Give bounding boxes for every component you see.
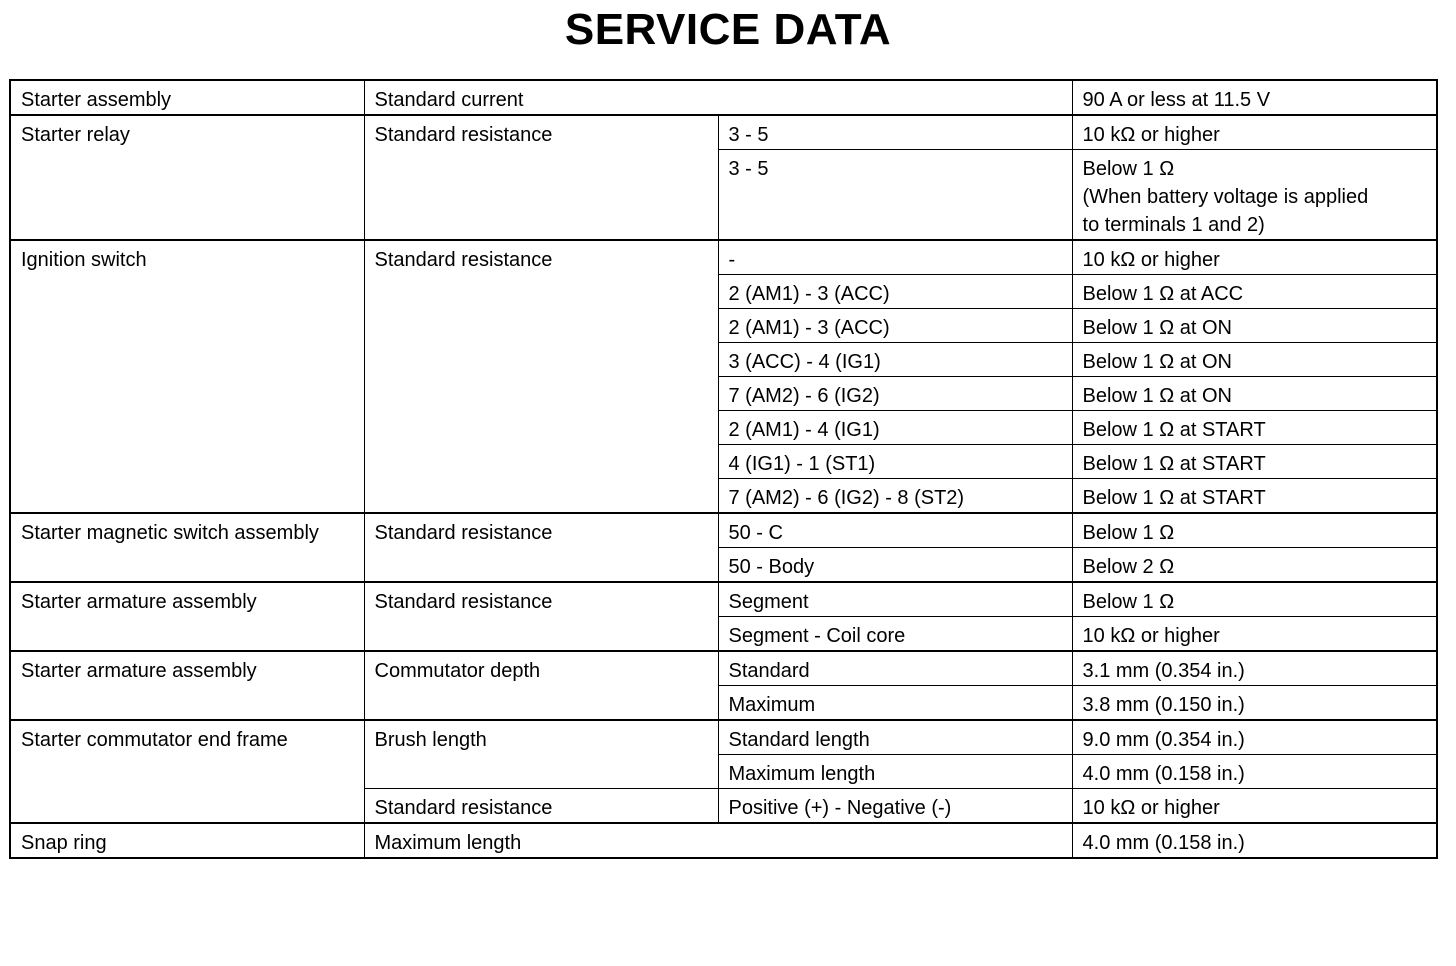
condition-cell: 4 (IG1) - 1 (ST1) bbox=[718, 445, 1072, 479]
item-cell: Standard resistance bbox=[364, 582, 718, 651]
condition-cell: Maximum length bbox=[718, 755, 1072, 789]
table-row bbox=[10, 582, 1437, 617]
table-row bbox=[10, 80, 1437, 115]
condition-cell: Segment - Coil core bbox=[718, 617, 1072, 652]
condition-cell: 3 (ACC) - 4 (IG1) bbox=[718, 343, 1072, 377]
condition-cell: 50 - Body bbox=[718, 548, 1072, 583]
table-row bbox=[10, 651, 1437, 686]
part-cell: Snap ring bbox=[10, 823, 364, 858]
spec-cell: Below 1 Ω (When battery voltage is applied to terminals 1 and 2) bbox=[1072, 150, 1437, 241]
spec-cell: Below 1 Ω bbox=[1072, 513, 1437, 548]
condition-cell: Positive (+) - Negative (-) bbox=[718, 789, 1072, 824]
spec-cell: 10 kΩ or higher bbox=[1072, 617, 1437, 652]
item-cell: Standard resistance bbox=[364, 115, 718, 240]
table-row bbox=[10, 823, 1437, 858]
condition-cell: Maximum bbox=[718, 686, 1072, 721]
table-row bbox=[10, 720, 1437, 755]
spec-cell: 3.1 mm (0.354 in.) bbox=[1072, 651, 1437, 686]
condition-cell: 3 - 5 bbox=[718, 115, 1072, 150]
spec-cell: Below 1 Ω bbox=[1072, 582, 1437, 617]
condition-cell: 3 - 5 bbox=[718, 150, 1072, 241]
spec-cell: Below 1 Ω at START bbox=[1072, 479, 1437, 514]
condition-cell: 2 (AM1) - 4 (IG1) bbox=[718, 411, 1072, 445]
service-data-table bbox=[9, 79, 1438, 859]
spec-cell: Below 1 Ω at ON bbox=[1072, 343, 1437, 377]
condition-cell: 2 (AM1) - 3 (ACC) bbox=[718, 275, 1072, 309]
spec-cell: 90 A or less at 11.5 V bbox=[1072, 80, 1437, 115]
spec-cell: Below 1 Ω at START bbox=[1072, 411, 1437, 445]
condition-cell: - bbox=[718, 240, 1072, 275]
spec-cell: 10 kΩ or higher bbox=[1072, 240, 1437, 275]
condition-cell: Standard length bbox=[718, 720, 1072, 755]
spec-cell: Below 2 Ω bbox=[1072, 548, 1437, 583]
condition-cell: Segment bbox=[718, 582, 1072, 617]
spec-cell: 9.0 mm (0.354 in.) bbox=[1072, 720, 1437, 755]
spec-cell: Below 1 Ω at ON bbox=[1072, 309, 1437, 343]
spec-cell: 3.8 mm (0.150 in.) bbox=[1072, 686, 1437, 721]
spec-cell: 4.0 mm (0.158 in.) bbox=[1072, 823, 1437, 858]
item-cell: Standard resistance bbox=[364, 240, 718, 513]
table-body bbox=[10, 80, 1437, 858]
spec-cell: 10 kΩ or higher bbox=[1072, 789, 1437, 824]
part-cell: Starter armature assembly bbox=[10, 582, 364, 651]
spec-cell: Below 1 Ω at ACC bbox=[1072, 275, 1437, 309]
part-cell: Starter relay bbox=[10, 115, 364, 240]
item-cell: Maximum length bbox=[364, 823, 1072, 858]
part-cell: Starter magnetic switch assembly bbox=[10, 513, 364, 582]
item-cell: Standard resistance bbox=[364, 513, 718, 582]
item-cell: Brush length bbox=[364, 720, 718, 789]
condition-cell: Standard bbox=[718, 651, 1072, 686]
item-cell: Standard resistance bbox=[364, 789, 718, 824]
condition-cell: 7 (AM2) - 6 (IG2) bbox=[718, 377, 1072, 411]
spec-cell: 10 kΩ or higher bbox=[1072, 115, 1437, 150]
part-cell: Starter commutator end frame bbox=[10, 720, 364, 823]
condition-cell: 7 (AM2) - 6 (IG2) - 8 (ST2) bbox=[718, 479, 1072, 514]
table-row bbox=[10, 115, 1437, 150]
spec-cell: 4.0 mm (0.158 in.) bbox=[1072, 755, 1437, 789]
table-row bbox=[10, 513, 1437, 548]
part-cell: Ignition switch bbox=[10, 240, 364, 513]
spec-cell: Below 1 Ω at ON bbox=[1072, 377, 1437, 411]
spec-cell: Below 1 Ω at START bbox=[1072, 445, 1437, 479]
item-cell: Standard current bbox=[364, 80, 1072, 115]
item-cell: Commutator depth bbox=[364, 651, 718, 720]
condition-cell: 2 (AM1) - 3 (ACC) bbox=[718, 309, 1072, 343]
table-row bbox=[10, 240, 1437, 275]
condition-cell: 50 - C bbox=[718, 513, 1072, 548]
page-title: SERVICE DATA bbox=[564, 5, 892, 54]
part-cell: Starter assembly bbox=[10, 80, 364, 115]
part-cell: Starter armature assembly bbox=[10, 651, 364, 720]
